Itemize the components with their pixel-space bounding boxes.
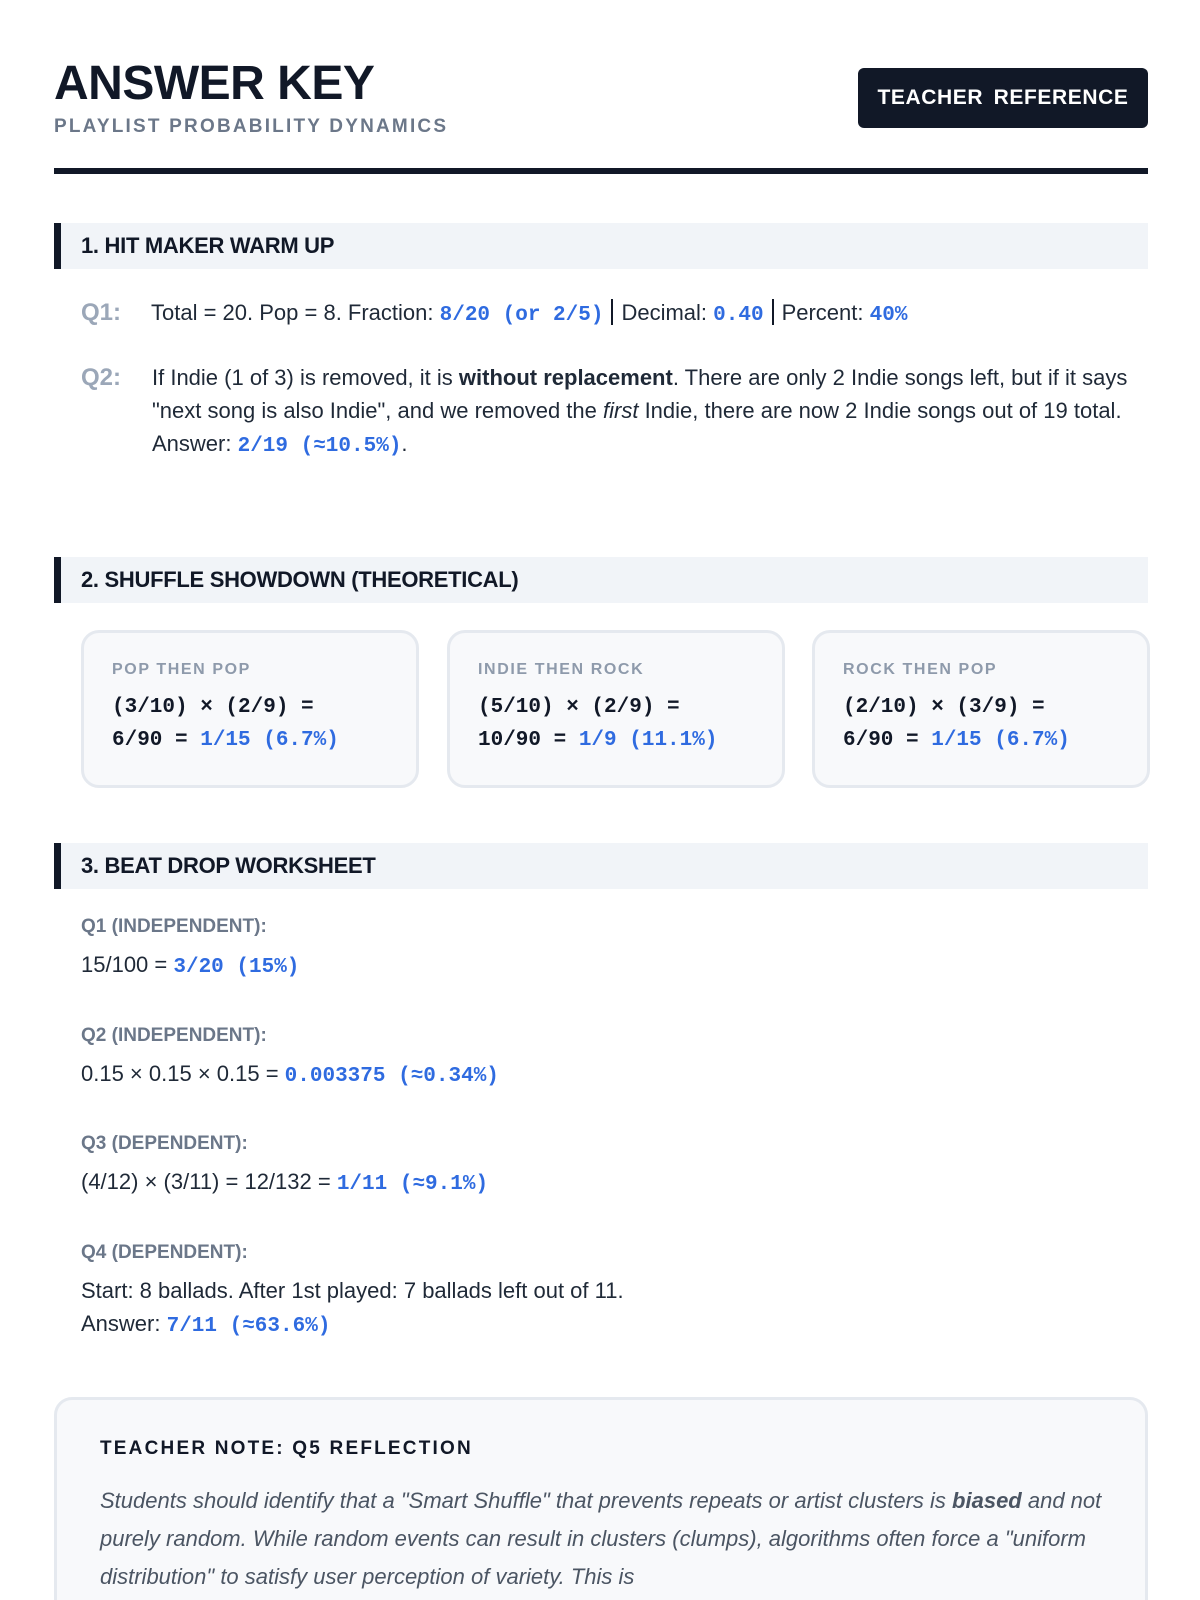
- note-bold-text: biased: [952, 1488, 1022, 1513]
- page-subtitle: PLAYLIST PROBABILITY DYNAMICS: [54, 116, 449, 137]
- worksheet-q4-result: 7/11 (≈63.6%): [166, 1315, 331, 1338]
- card-expr-line2: 10/90 =: [478, 729, 579, 752]
- worksheet-q3: [81, 1133, 1140, 1201]
- section-2-heading: 2. SHUFFLE SHOWDOWN (THEORETICAL): [54, 557, 1148, 603]
- worksheet-q3-label: Q3 (DEPENDENT):: [81, 1133, 248, 1154]
- q1-label: Q1:: [81, 299, 122, 326]
- q2-period: .: [401, 431, 408, 456]
- card-expr-line1: (2/10) × (3/9) =: [843, 696, 1045, 719]
- q2-answer-label: Answer:: [152, 431, 238, 456]
- teacher-note-box: [54, 1397, 1148, 1600]
- divider: [611, 299, 613, 325]
- q2-italic-text: first: [603, 398, 639, 423]
- worksheet-q3-expr: (4/12) × (3/11) = 12/132 =: [81, 1169, 337, 1194]
- note-text-2: and not purely random. While random events can result in clusters (clumps), algorithms often force a "uniform distribution" to satisfy user perception of variety. This is: [100, 1488, 1102, 1589]
- teacher-note-text: [100, 1482, 1105, 1596]
- q2-text-3: Indie, there are now 2 Indie songs out of 19 total.: [638, 398, 1122, 423]
- card-result: 1/15 (6.7%): [931, 729, 1070, 752]
- worksheet-q1-expr: 15/100 =: [81, 952, 174, 977]
- card-expr-line2: 6/90 =: [112, 729, 201, 752]
- card-expression: [112, 691, 416, 757]
- divider: [772, 299, 774, 325]
- q1-decimal: 0.40: [713, 304, 764, 327]
- teacher-note-title: TEACHER NOTE: Q5 REFLECTION: [100, 1438, 473, 1459]
- page-header: [54, 58, 1148, 174]
- worksheet-q4-line1: Start: 8 ballads. After 1st played: 7 ballads left out of 11.: [81, 1278, 624, 1303]
- q1-percent-label: Percent:: [781, 300, 870, 325]
- worksheet-q3-answer: [81, 1165, 1140, 1201]
- card-expr-line1: (3/10) × (2/9) =: [112, 696, 314, 719]
- card-title: POP THEN POP: [112, 661, 251, 678]
- worksheet-q4: [81, 1242, 1140, 1343]
- section-1-q2: [81, 361, 1140, 463]
- card-expr-line1: (5/10) × (2/9) =: [478, 696, 680, 719]
- page-title: ANSWER KEY: [54, 57, 375, 110]
- q2-answer-text: [152, 361, 1140, 463]
- q2-text-2: . There are only 2 Indie songs left, but if it says "next song is also Indie", and we removed the: [152, 365, 1128, 423]
- shuffle-card-pop-pop: [81, 630, 419, 788]
- worksheet-q1-label: Q1 (INDEPENDENT):: [81, 916, 267, 937]
- card-result: 1/15 (6.7%): [200, 729, 339, 752]
- note-text-1: Students should identify that a "Smart Shuffle" that prevents repeats or artist clusters is: [100, 1488, 953, 1513]
- q2-bold-text: without replacement: [458, 365, 673, 390]
- worksheet-q1-answer: [81, 948, 1140, 984]
- card-expr-line2: 6/90 =: [843, 729, 932, 752]
- shuffle-card-indie-rock: [447, 630, 785, 788]
- worksheet-q2: [81, 1025, 1140, 1093]
- card-expression: [478, 691, 782, 757]
- worksheet-q4-answer: [81, 1274, 1140, 1343]
- worksheet-q4-label: Q4 (DEPENDENT):: [81, 1242, 248, 1263]
- section-1-heading: 1. HIT MAKER WARM UP: [54, 223, 1148, 269]
- worksheet-q3-result: 1/11 (≈9.1%): [336, 1173, 489, 1196]
- teacher-reference-badge: TEACHER REFERENCE: [858, 68, 1148, 128]
- q1-percent: 40%: [869, 304, 908, 327]
- q2-text-1: If Indie (1 of 3) is removed, it is: [152, 365, 459, 390]
- worksheet-q2-expr: 0.15 × 0.15 × 0.15 =: [81, 1061, 285, 1086]
- worksheet-q2-result: 0.003375 (≈0.34%): [284, 1065, 499, 1088]
- card-expression: [843, 691, 1147, 757]
- card-title: ROCK THEN POP: [843, 661, 998, 678]
- worksheet-q1-result: 3/20 (15%): [173, 956, 300, 979]
- worksheet-q1: [81, 916, 1140, 984]
- section-3-heading: 3. BEAT DROP WORKSHEET: [54, 843, 1148, 889]
- card-result: 1/9 (11.1%): [578, 729, 718, 752]
- card-title: INDIE THEN ROCK: [478, 661, 645, 678]
- worksheet-q4-answer-label: Answer:: [81, 1311, 167, 1336]
- q1-intro: Total = 20. Pop = 8. Fraction:: [151, 300, 440, 325]
- q2-label: Q2:: [81, 364, 122, 391]
- q2-answer-value: 2/19 (≈10.5%): [237, 435, 402, 458]
- worksheet-q2-answer: [81, 1057, 1140, 1093]
- q1-decimal-label: Decimal:: [621, 300, 714, 325]
- shuffle-card-rock-pop: [812, 630, 1150, 788]
- worksheet-q2-label: Q2 (INDEPENDENT):: [81, 1025, 267, 1046]
- q1-answer-text: [151, 296, 907, 332]
- q1-fraction: 8/20 (or 2/5): [439, 304, 604, 327]
- section-1-q1: [81, 296, 1140, 332]
